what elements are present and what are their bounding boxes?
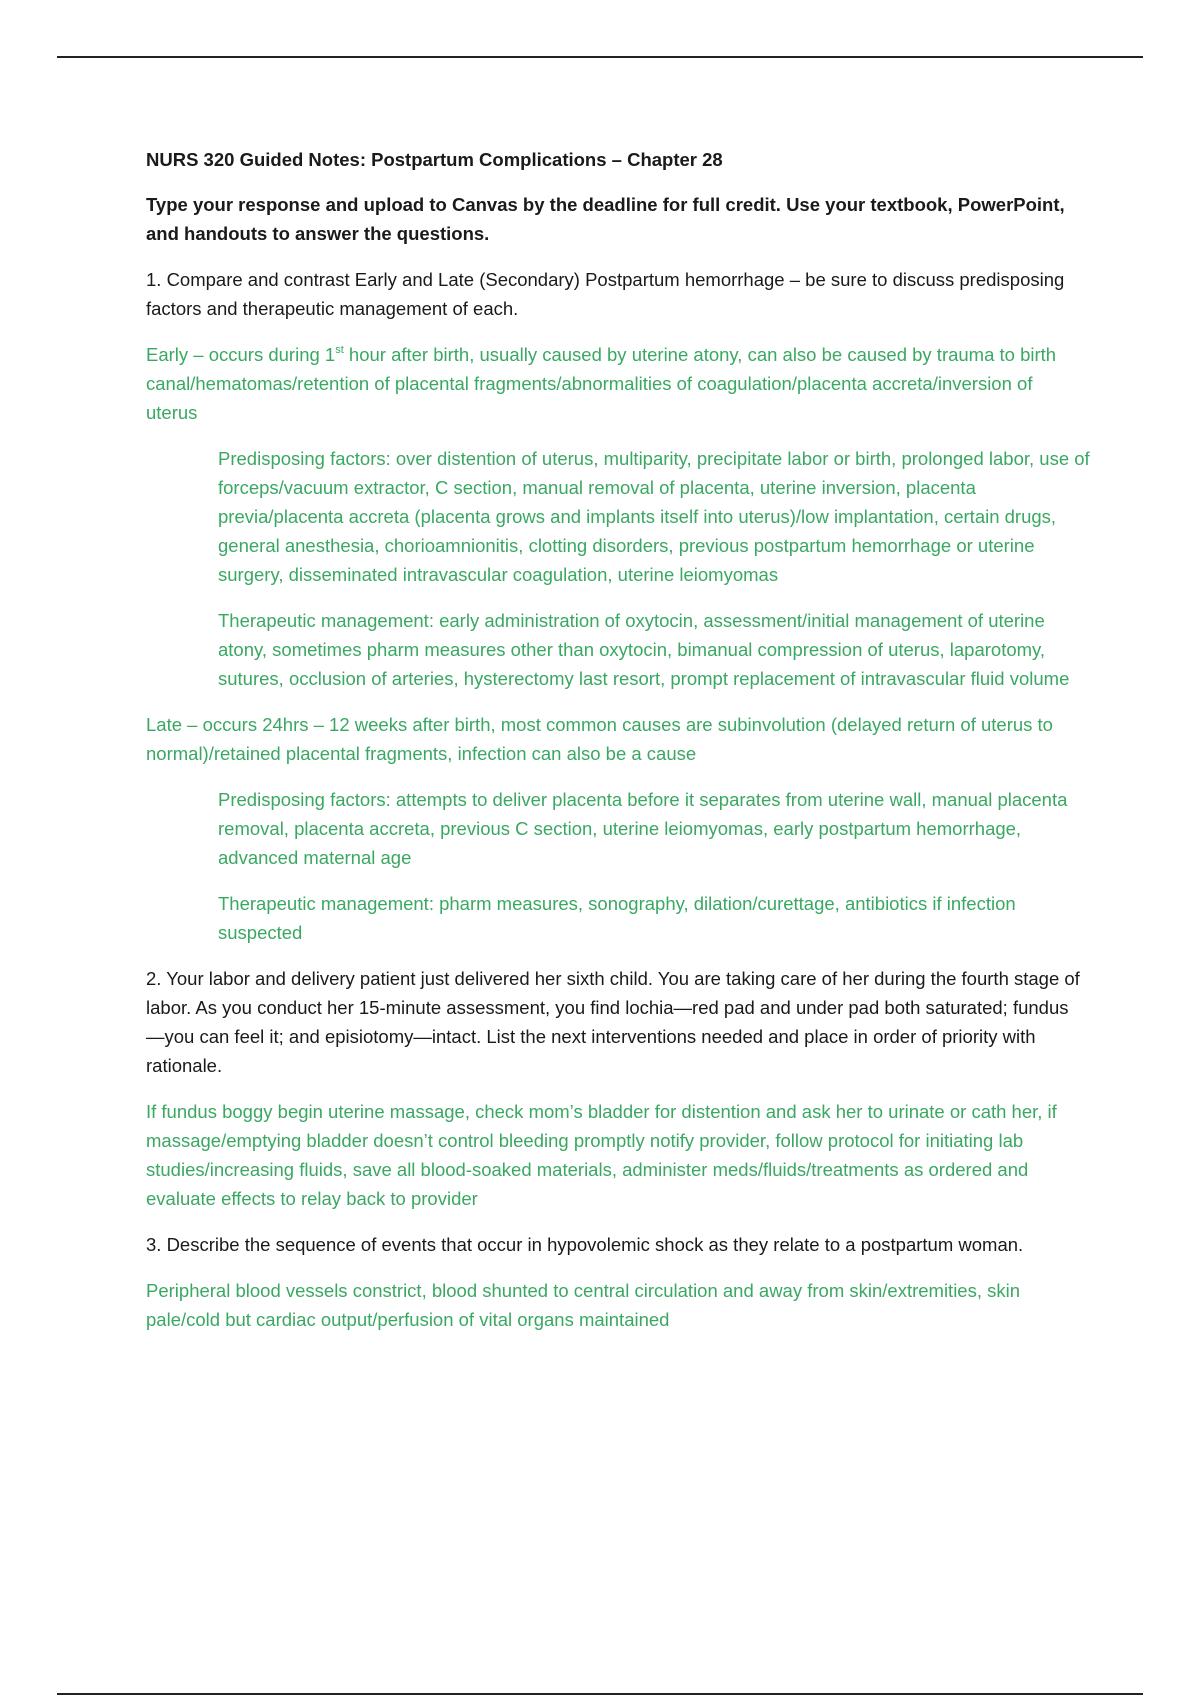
document-title: NURS 320 Guided Notes: Postpartum Complications – Chapter 28 — [146, 149, 723, 170]
answer-2: If fundus boggy begin uterine massage, check mom’s bladder for distention and ask her to urinate or cath her, if massage/emptying bladder doesn’t control bleeding promptly notify provider, follow protocol for initiating lab studies/increasing fluids, save all blood-soaked materials, administer meds/fluids/treatments as ordered and evaluate effects to relay back to provider — [146, 1101, 1057, 1209]
early-hemorrhage-intro — [146, 340, 1080, 427]
early-intro-text-b: hour after birth, usually caused by uterine atony, can also be caused by trauma to birth canal/hematomas/retention of placental fragments/abnormalities of coagulation/placenta accreta/inversion of uterus — [146, 344, 1057, 423]
question-1: 1. Compare and contrast Early and Late (Secondary) Postpartum hemorrhage – be sure to discuss predisposing factors and therapeutic management of each. — [146, 269, 1065, 319]
early-intro-text-a: Early – occurs during 1 — [146, 344, 336, 365]
top-rule — [57, 56, 1143, 58]
late-therapeutic-management: Therapeutic management: pharm measures, sonography, dilation/curettage, antibiotics if infection suspected — [218, 893, 1016, 943]
question-2: 2. Your labor and delivery patient just delivered her sixth child. You are taking care of her during the fourth stage of labor. As you conduct her 15-minute assessment, you find lochia—red pad and under pad both saturated; fundus—you can feel it; and episiotomy—intact. List the next interventions needed and place in order of priority with rationale. — [146, 968, 1080, 1076]
late-predisposing-factors: Predisposing factors: attempts to deliver placenta before it separates from uterine wall, manual placenta removal, placenta accreta, previous C section, uterine leiomyomas, early postpartum hemorrhage, advanced maternal age — [218, 789, 1068, 868]
question-3: 3. Describe the sequence of events that occur in hypovolemic shock as they relate to a postpartum woman. — [146, 1234, 1024, 1255]
bottom-rule — [57, 1693, 1143, 1695]
early-therapeutic-management: Therapeutic management: early administration of oxytocin, assessment/initial management of uterine atony, sometimes pharm measures other than oxytocin, bimanual compression of uterus, laparotomy, sutures, occlusion of arteries, hysterectomy last resort, prompt replacement of intravascular fluid volume — [218, 610, 1070, 689]
instructions: Type your response and upload to Canvas by the deadline for full credit. Use your textbook, PowerPoint, and handouts to answer the questions. — [146, 194, 1065, 244]
document-body — [146, 145, 1090, 1351]
early-predisposing-factors: Predisposing factors: over distention of uterus, multiparity, precipitate labor or birth, prolonged labor, use of forceps/vacuum extractor, C section, manual removal of placenta, uterine inversion, placenta previa/placenta accreta (placenta grows and implants itself into uterus)/low implantation, certain drugs, general anesthesia, chorioamnionitis, clotting disorders, previous postpartum hemorrhage or uterine surgery, disseminated intravascular coagulation, uterine leiomyomas — [218, 448, 1090, 585]
early-intro-superscript: st — [335, 343, 344, 356]
answer-3: Peripheral blood vessels constrict, blood shunted to central circulation and away from skin/extremities, skin pale/cold but cardiac output/perfusion of vital organs maintained — [146, 1280, 1021, 1330]
late-hemorrhage-intro: Late – occurs 24hrs – 12 weeks after birth, most common causes are subinvolution (delayed return of uterus to normal)/retained placental fragments, infection can also be a cause — [146, 714, 1053, 764]
